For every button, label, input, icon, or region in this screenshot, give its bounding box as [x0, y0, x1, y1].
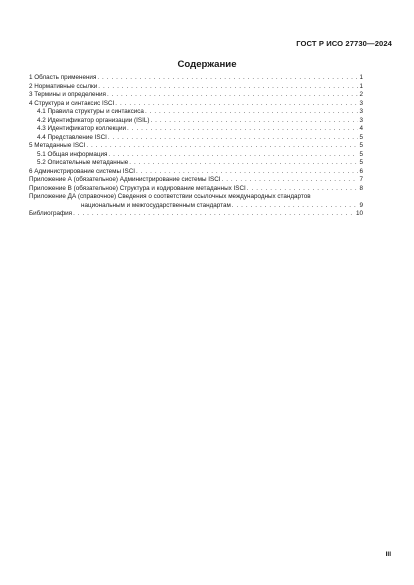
toc-entry-5[interactable]: [29, 142, 363, 151]
toc-entry-page: 1: [359, 74, 363, 81]
toc-entry-page: 9: [359, 201, 363, 209]
leader-dots: [115, 100, 358, 109]
toc-entry-label: Приложение ДА (справочное) Сведения о соответствии ссылочных международных стандартов: [29, 193, 311, 200]
toc-entry-2[interactable]: [29, 83, 363, 92]
leader-dots: [232, 202, 359, 211]
table-of-contents: [29, 74, 363, 219]
toc-entry-page: 5: [359, 133, 363, 141]
leader-dots: [108, 134, 359, 143]
leader-dots: [150, 117, 358, 126]
toc-entry-3[interactable]: [29, 91, 363, 100]
leader-dots: [97, 74, 358, 83]
leader-dots: [108, 151, 358, 160]
standard-code: ГОСТ Р ИСО 27730—2024: [296, 39, 392, 48]
toc-entry-4[interactable]: [29, 100, 363, 109]
page-number: III: [385, 551, 391, 558]
toc-entry-label: 1 Область применения: [29, 74, 97, 81]
toc-entry-page: 7: [359, 176, 363, 183]
toc-entry-label: Библиография: [29, 210, 73, 217]
toc-entry-page: 4: [359, 125, 363, 132]
toc-entry-label: 4 Структура и синтаксис ISCI: [29, 99, 115, 107]
toc-entry-5-1[interactable]: [29, 151, 363, 160]
toc-entry-label: Приложение В (обязательное) Структура и кодирование метаданных ISCI: [29, 184, 246, 192]
toc-entry-label: 4.2 Идентификатор организации (ISIL): [37, 116, 150, 124]
leader-dots: [247, 185, 359, 194]
toc-entry-4-3[interactable]: [29, 125, 363, 134]
toc-entry-appendix-b[interactable]: [29, 185, 363, 194]
toc-entry-page: 2: [359, 91, 363, 98]
toc-entry-1[interactable]: [29, 74, 363, 83]
leader-dots: [222, 176, 359, 185]
toc-title: Содержание: [177, 59, 237, 70]
toc-entry-label: 4.1 Правила структуры и синтаксиса: [37, 108, 144, 115]
leader-dots: [86, 142, 358, 151]
leader-dots: [107, 91, 359, 100]
toc-entry-label: 4.3 Идентификатор коллекции: [37, 125, 127, 132]
toc-entry-page: 5: [359, 159, 363, 166]
toc-entry-page: 6: [359, 167, 363, 175]
toc-entry-5-2[interactable]: [29, 159, 363, 168]
toc-entry-label: 3 Термины и определения: [29, 91, 106, 98]
toc-entry-label: Приложение А (обязательное) Администрирование системы ISCI: [29, 176, 221, 183]
toc-entry-6[interactable]: [29, 168, 363, 177]
toc-entry-page: 1: [359, 82, 363, 90]
toc-entry-page: 10: [355, 210, 363, 217]
toc-entry-label: 4.4 Представление ISCI: [37, 133, 107, 141]
leader-dots: [136, 168, 358, 177]
leader-dots: [129, 159, 358, 168]
toc-entry-label: 5.1 Общая информация: [37, 150, 108, 158]
toc-entry-page: 3: [359, 116, 363, 124]
toc-entry-label-continued: национальным и межгосударственным стандартам: [81, 201, 231, 209]
toc-entry-label: 5.2 Описательные метаданные: [37, 159, 129, 166]
toc-entry-4-2[interactable]: [29, 117, 363, 126]
toc-entry-label: 6 Администрирование системы ISCI: [29, 167, 136, 175]
toc-entry-appendix-da[interactable]: [29, 193, 363, 210]
leader-dots: [73, 210, 355, 219]
toc-entry-4-1[interactable]: [29, 108, 363, 117]
toc-entry-label: 5 Метаданные ISCI: [29, 142, 86, 149]
leader-dots: [127, 125, 358, 134]
toc-entry-page: 5: [359, 142, 363, 149]
toc-entry-page: 3: [359, 108, 363, 115]
leader-dots: [145, 108, 359, 117]
toc-entry-4-4[interactable]: [29, 134, 363, 143]
toc-entry-bibliography[interactable]: [29, 210, 363, 219]
toc-entry-appendix-a[interactable]: [29, 176, 363, 185]
toc-entry-label: 2 Нормативные ссылки: [29, 82, 98, 90]
toc-entry-page: 3: [359, 99, 363, 107]
toc-entry-page: 8: [359, 184, 363, 192]
leader-dots: [98, 83, 358, 92]
toc-entry-page: 5: [359, 150, 363, 158]
